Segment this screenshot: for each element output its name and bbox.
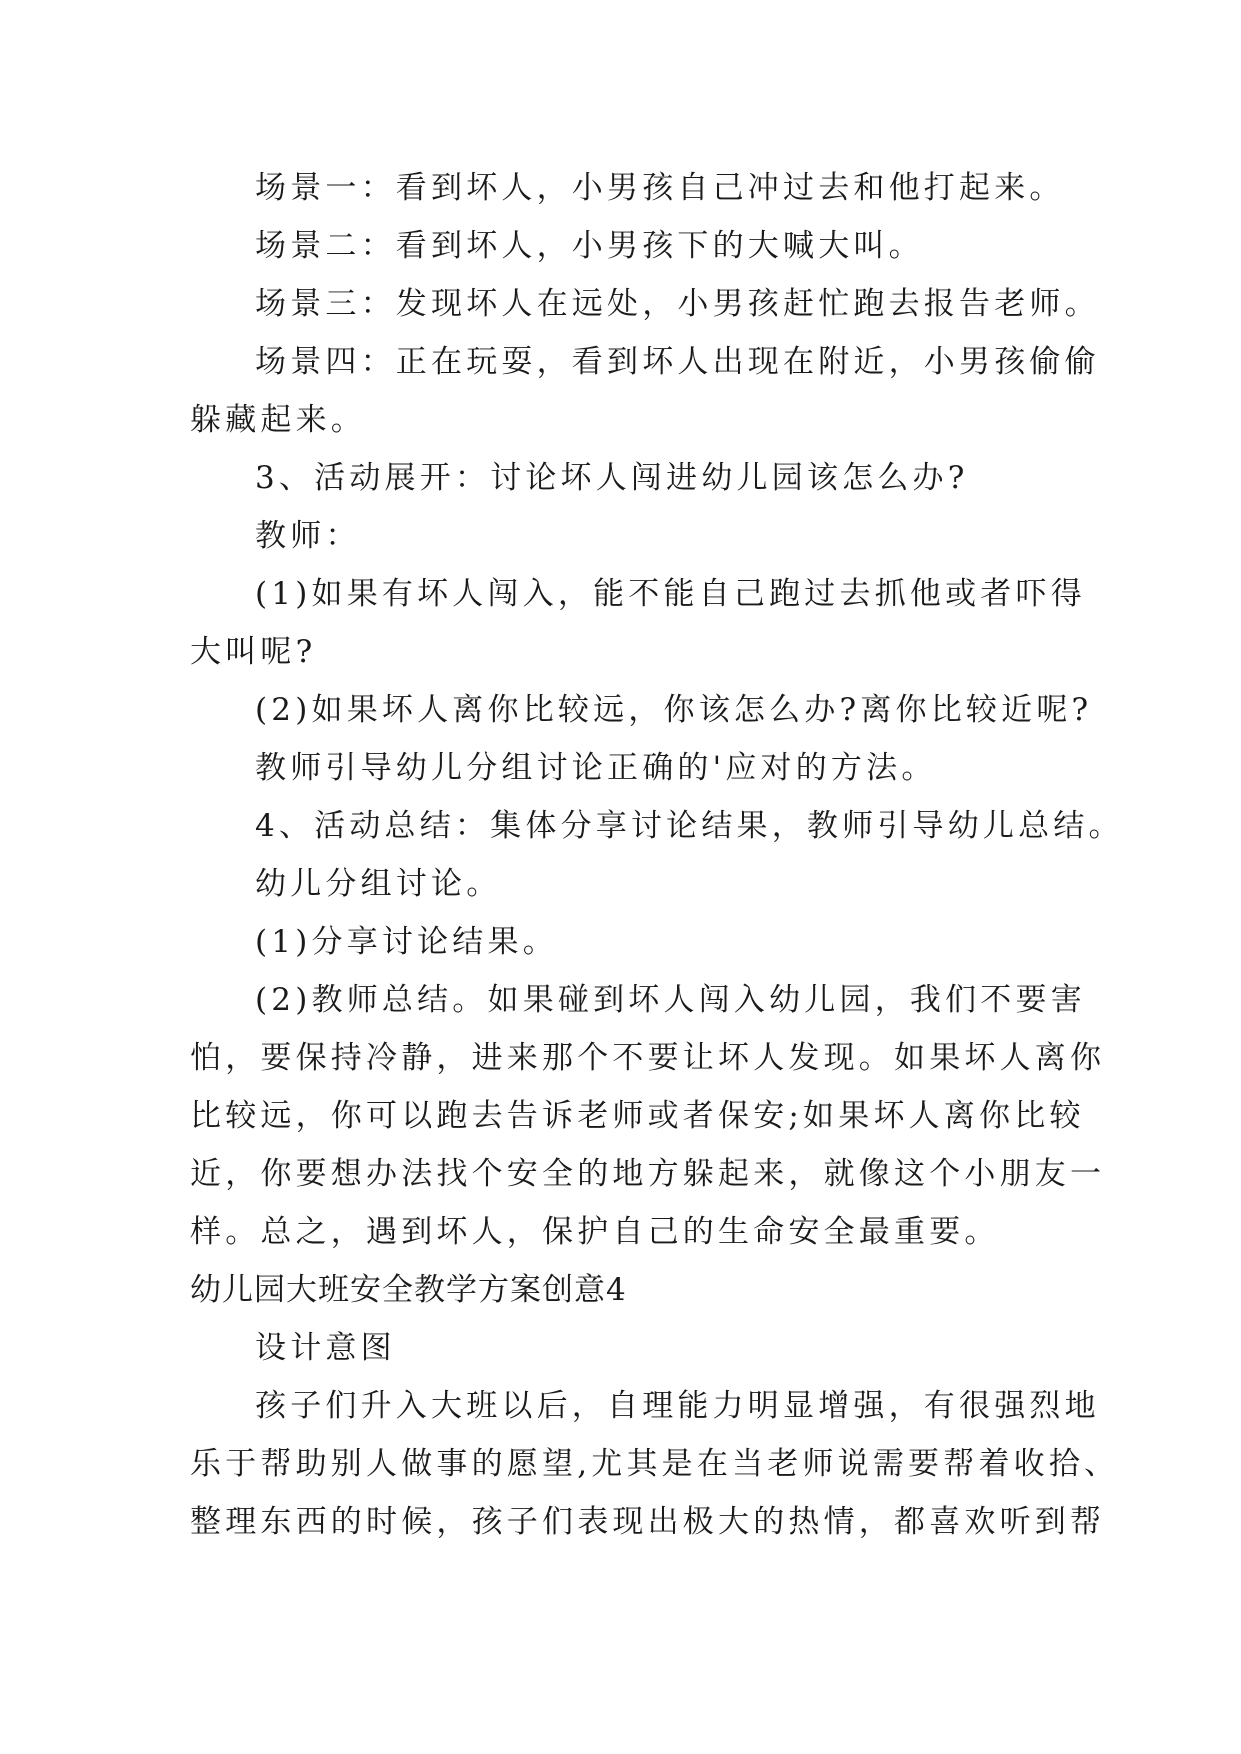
section-heading: 幼儿园大班安全教学方案创意4 — [190, 1272, 627, 1308]
subheading-design-intent: 设计意图 — [255, 1330, 396, 1366]
paragraph-scene-1: 场景一：看到坏人，小男孩自己冲过去和他打起来。 — [255, 170, 1065, 206]
paragraph-question-1: (1)如果有坏人闯入，能不能自己跑过去抓他或者吓得 — [255, 576, 1086, 612]
paragraph-group-discussion: 幼儿分组讨论。 — [255, 866, 502, 902]
paragraph-scene-4: 场景四：正在玩耍，看到坏人出现在附近，小男孩偷偷 — [255, 344, 1100, 380]
paragraph-teacher-guide: 教师引导幼儿分组讨论正确的'应对的方法。 — [255, 750, 937, 786]
paragraph-summary-cont-2: 比较远，你可以跑去告诉老师或者保安;如果坏人离你比较 — [190, 1098, 1085, 1134]
paragraph-scene-2: 场景二：看到坏人，小男孩下的大喊大叫。 — [255, 228, 924, 264]
paragraph-summary-cont-4: 样。总之，遇到坏人，保护自己的生命安全最重要。 — [190, 1214, 1000, 1250]
paragraph-summary: (2)教师总结。如果碰到坏人闯入幼儿园，我们不要害 — [255, 982, 1086, 1018]
paragraph-share-results: (1)分享讨论结果。 — [255, 924, 558, 960]
paragraph-step-3: 3、活动展开：讨论坏人闯进幼儿园该怎么办? — [255, 460, 969, 496]
paragraph-scene-3: 场景三：发现坏人在远处，小男孩赶忙跑去报告老师。 — [255, 286, 1100, 322]
paragraph-teacher-label: 教师： — [255, 518, 361, 554]
paragraph-intent-cont-1: 乐于帮助别人做事的愿望,尤其是在当老师说需要帮着收拾、 — [190, 1446, 1120, 1482]
paragraph-step-4: 4、活动总结：集体分享讨论结果，教师引导幼儿总结。 — [255, 808, 1124, 844]
paragraph-scene-4-cont: 躲藏起来。 — [190, 402, 366, 438]
paragraph-question-2: (2)如果坏人离你比较远，你该怎么办?离你比较近呢? — [255, 692, 1093, 728]
paragraph-summary-cont-1: 怕，要保持冷静，进来那个不要让坏人发现。如果坏人离你 — [190, 1040, 1106, 1076]
paragraph-question-1-cont: 大叫呢? — [190, 634, 317, 670]
paragraph-intent-cont-2: 整理东西的时候，孩子们表现出极大的热情，都喜欢听到帮 — [190, 1504, 1106, 1540]
paragraph-intent: 孩子们升入大班以后，自理能力明显增强，有很强烈地 — [255, 1388, 1100, 1424]
paragraph-summary-cont-3: 近，你要想办法找个安全的地方躲起来，就像这个小朋友一 — [190, 1156, 1106, 1192]
